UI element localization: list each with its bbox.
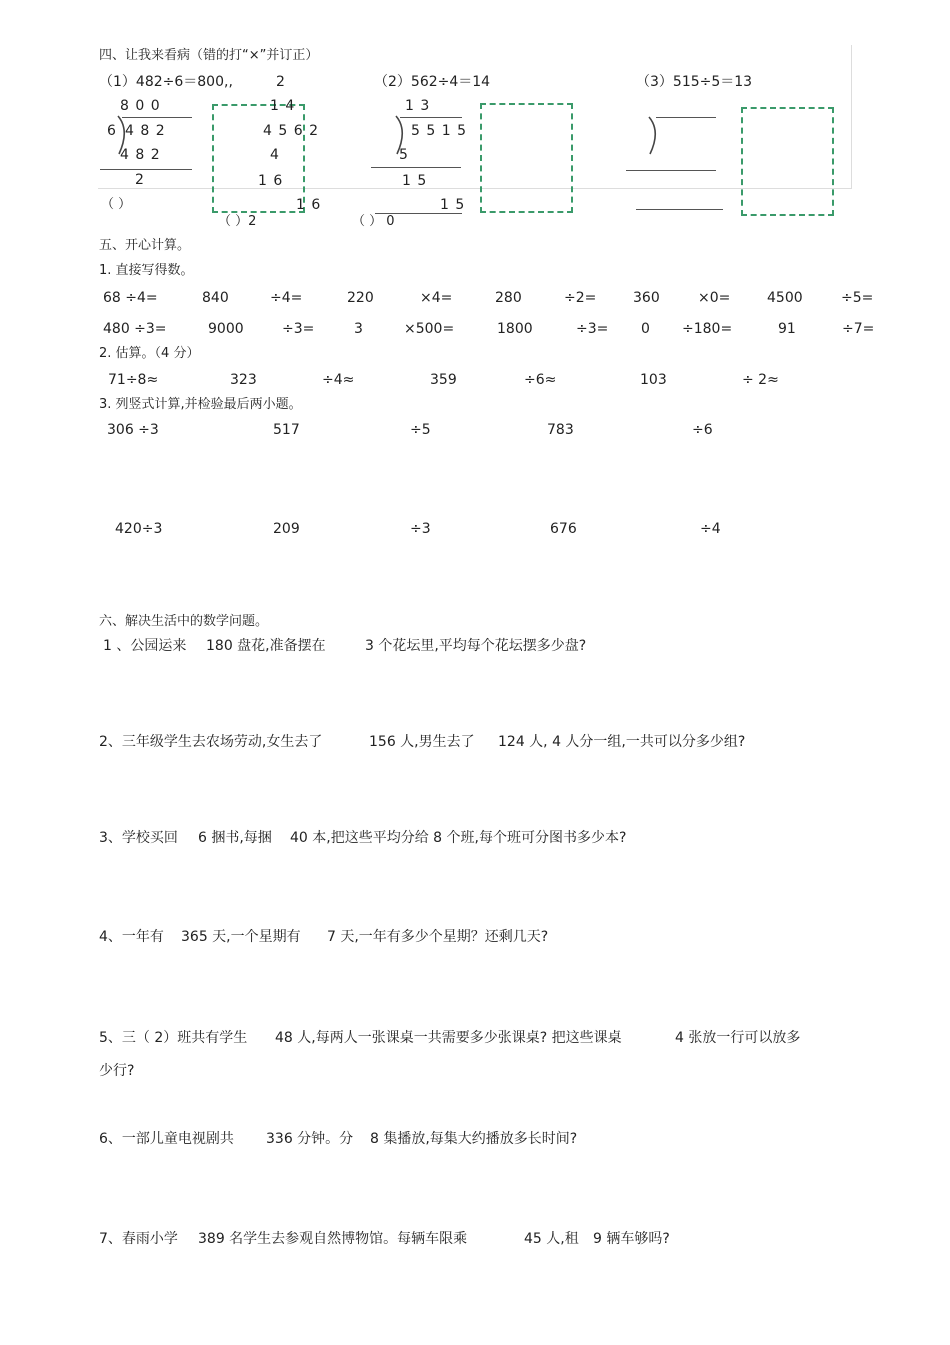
estimate-item: ÷ 2≈ [742, 372, 779, 388]
section6-title: 六、解决生活中的数学问题。 [99, 614, 269, 629]
calc-row2-item: 1800 [497, 321, 533, 337]
calc-row1-item: 4500 [767, 290, 803, 306]
p1b-mark: （ ）2 [218, 214, 257, 229]
p1-remainder: 2 [135, 172, 145, 188]
word-problem-7: 45 人,租 [524, 1231, 579, 1247]
calc-row1-item: 280 [495, 290, 522, 306]
calc-row2-item: ×500= [404, 321, 455, 337]
p1-divisor: 6 [107, 123, 117, 139]
word-problem-7: 7、春雨小学 [99, 1231, 178, 1247]
estimate-item: ÷4≈ [322, 372, 355, 388]
vertical-calc-item: 517 [273, 422, 300, 438]
word-problem-6: 336 分钟。分 [266, 1131, 354, 1147]
word-problem-2: 2、三年级学生去农场劳动,女生去了 [99, 734, 323, 750]
calc-row1-item: 220 [347, 290, 374, 306]
calc-row2-item: 91 [778, 321, 796, 337]
problem3-label: （3）515÷5＝13 [636, 74, 753, 90]
word-problem-4: 365 天,一个星期有 [181, 929, 301, 945]
calc-row2-item: 480 ÷3= [103, 321, 167, 337]
calc-row2-item: ÷3= [576, 321, 609, 337]
section4-title: 四、让我来看病（错的打“×”并订正） [99, 48, 319, 63]
calc-row2-item: 9000 [208, 321, 244, 337]
word-problem-7: 389 名学生去参观自然博物馆。每辆车限乘 [198, 1231, 468, 1247]
word-problem-1: 1 、公园运来 [103, 638, 187, 654]
p1b-dividend: 4 5 6 2 [263, 123, 319, 139]
problem2-label: （2）562÷4＝14 [374, 74, 491, 90]
section5-sub2: 2. 估算。（4 分） [99, 346, 200, 361]
p1-quotient: 8 0 0 [120, 98, 161, 114]
calc-row2-item: ÷7= [842, 321, 875, 337]
p1-mark: （ ） [101, 197, 132, 212]
word-problem-1: 3 个花坛里,平均每个花坛摆多少盘? [365, 638, 587, 654]
word-problem-4: 4、一年有 [99, 929, 164, 945]
calc-row1-item: ÷2= [564, 290, 597, 306]
vertical-calc-item: ÷3 [410, 521, 431, 537]
word-problem-6: 6、一部儿童电视剧共 [99, 1131, 234, 1147]
p3-step-line1 [626, 170, 716, 171]
word-problem-3: 40 本,把这些平均分给 8 个班,每个班可分图书多少本? [290, 830, 627, 846]
calc-row2-item: 3 [354, 321, 363, 337]
vertical-calc-item: 783 [547, 422, 574, 438]
vertical-calc-item: 420÷3 [115, 521, 163, 537]
calc-row2-item: 0 [641, 321, 650, 337]
vertical-calc-item: 306 ÷3 [107, 422, 159, 438]
p1b-quotient: 1 4 [270, 98, 296, 114]
section5-sub1: 1. 直接写得数。 [99, 263, 194, 278]
word-problem-3: 3、学校买回 [99, 830, 178, 846]
p1b-step2: 1 6 [258, 173, 284, 189]
vertical-calc-item: ÷6 [692, 422, 713, 438]
p1-step1: 4 8 2 [120, 147, 161, 163]
word-problem-7: 9 辆车够吗? [593, 1231, 670, 1247]
word-problem-5-continued: 少行? [99, 1063, 135, 1079]
vertical-calc-item: ÷5 [410, 422, 431, 438]
p1-step-line [100, 169, 192, 170]
p2-step-line1 [371, 167, 461, 168]
p3-step-line2 [636, 209, 723, 210]
calc-row1-item: ÷5= [841, 290, 874, 306]
calc-row1-item: 360 [633, 290, 660, 306]
p2-quotient: 1 3 [405, 98, 431, 114]
calc-row1-item: ×4= [420, 290, 453, 306]
estimate-item: ÷6≈ [524, 372, 557, 388]
word-problem-2: 124 人, 4 人分一组,一共可以分多少组? [498, 734, 746, 750]
p1-dividend: 4 8 2 [125, 123, 166, 139]
problem1-extra: 2 [276, 74, 285, 90]
p2-step2: 1 5 [402, 173, 428, 189]
p3-division-bracket [647, 117, 667, 157]
p2-mark: （ ） 0 [352, 214, 395, 229]
estimate-item: 103 [640, 372, 667, 388]
calc-row2-item: ÷180= [682, 321, 733, 337]
p2-step1: 5 [399, 147, 409, 163]
estimate-item: 71÷8≈ [108, 372, 159, 388]
calc-row2-item: ÷3= [282, 321, 315, 337]
word-problem-1: 180 盘花,准备摆在 [206, 638, 326, 654]
word-problem-4: 7 天,一年有多少个星期？还剩几天? [327, 929, 549, 945]
section5-sub3: 3. 列竖式计算,并检验最后两小题。 [99, 397, 302, 412]
p3-correction-box[interactable] [741, 107, 834, 216]
word-problem-3: 6 捆书,每捆 [198, 830, 272, 846]
calc-row1-item: 68 ÷4= [103, 290, 158, 306]
p1b-step1: 4 [270, 147, 280, 163]
estimate-item: 359 [430, 372, 457, 388]
p2-dividend: 5 5 1 5 [411, 123, 467, 139]
p2-step3: 1 5 [440, 197, 466, 213]
section5-title: 五、开心计算。 [99, 238, 191, 253]
vertical-calc-item: 209 [273, 521, 300, 537]
word-problem-5: 4 张放一行可以放多 [675, 1030, 801, 1046]
word-problem-5: 5、三（ 2）班共有学生 [99, 1030, 248, 1046]
vertical-calc-item: 676 [550, 521, 577, 537]
problem1-label: （1）482÷6＝800,, [99, 74, 233, 90]
word-problem-2: 156 人,男生去了 [369, 734, 475, 750]
vertical-calc-item: ÷4 [700, 521, 721, 537]
calc-row1-item: 840 [202, 290, 229, 306]
calc-row1-item: ÷4= [270, 290, 303, 306]
p2-correction-box[interactable] [480, 103, 573, 213]
calc-row1-item: ×0= [698, 290, 731, 306]
p1b-step3: 1 6 [296, 197, 322, 213]
word-problem-6: 8 集播放,每集大约播放多长时间? [370, 1131, 578, 1147]
word-problem-5: 48 人,每两人一张课桌一共需要多少张课桌? 把这些课桌 [275, 1030, 622, 1046]
p1-correction-box[interactable] [212, 104, 305, 213]
estimate-item: 323 [230, 372, 257, 388]
